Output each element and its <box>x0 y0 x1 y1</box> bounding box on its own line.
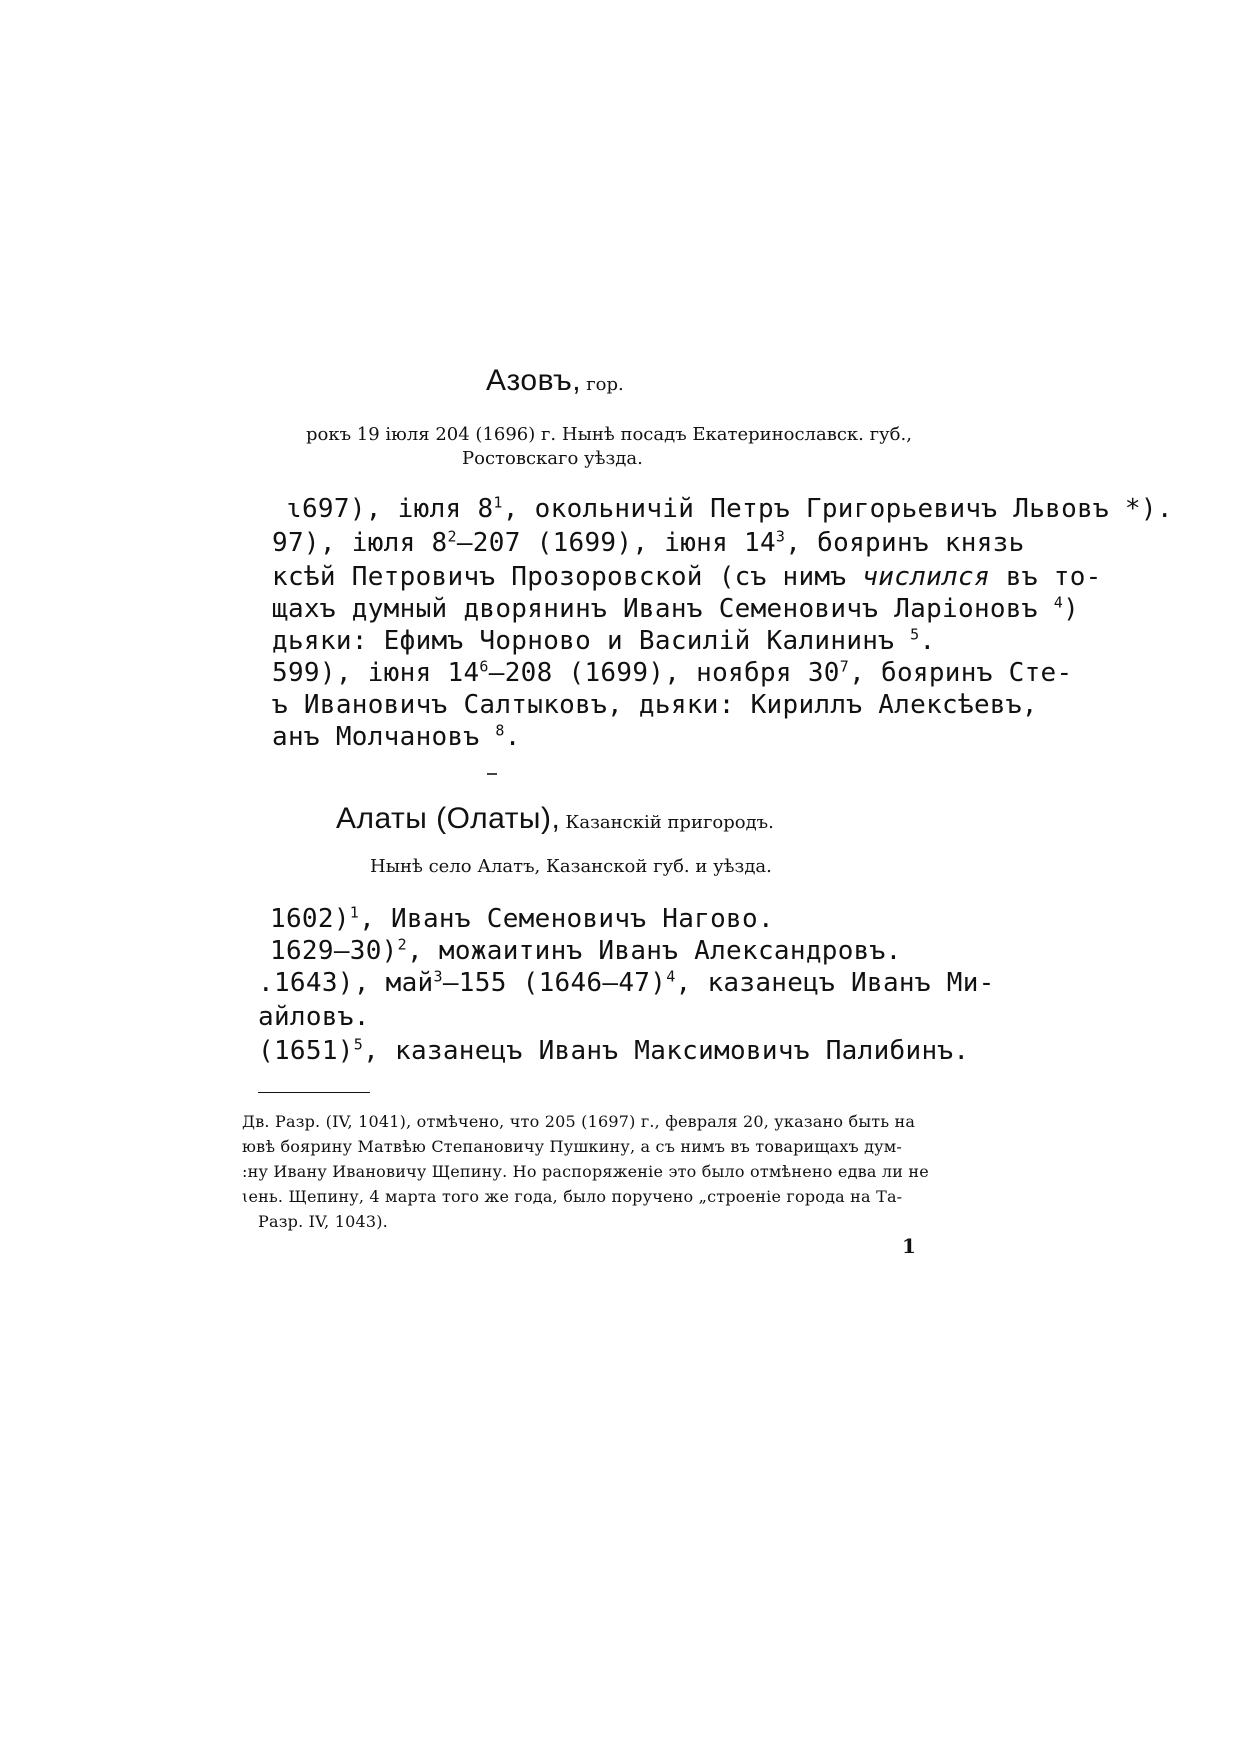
entry-text: анъ Молчановъ <box>272 722 496 752</box>
azov-entry-1 <box>286 494 1173 524</box>
section-title-azov <box>486 364 624 398</box>
footnote-ref: 2 <box>397 935 407 954</box>
azov-entry-4 <box>272 594 1079 624</box>
entry-text: 1602) <box>270 904 350 934</box>
entry-text: ъ Ивановичъ Салтыковъ, дьяки: Кириллъ Алексѣевъ, <box>272 690 1038 720</box>
alaty-entry-5 <box>258 1036 969 1066</box>
section-separator <box>487 773 497 775</box>
footnote-ref: 6 <box>479 657 489 676</box>
footnote-line: ювѣ боярину Матвѣю Степановичу Пушкину, а съ нимъ въ товарищахъ дум- <box>242 1137 903 1156</box>
azov-title: Азовъ, <box>486 364 582 397</box>
alaty-entry-2 <box>270 936 902 966</box>
alaty-note: Нынѣ село Алатъ, Казанской губ. и уѣзда. <box>370 856 772 877</box>
azov-note-line-1: рокъ 19 іюля 204 (1696) г. Нынѣ посадъ Екатеринославск. губ., <box>306 424 912 445</box>
azov-entry-3 <box>272 562 1102 592</box>
azov-entry-7 <box>272 690 1038 720</box>
azov-title-suffix: гор. <box>586 374 624 395</box>
entry-text: —208 (1699), ноября 30 <box>488 658 840 688</box>
entry-text: , можаитинъ Иванъ Александровъ. <box>406 936 902 966</box>
section-title-alaty <box>336 802 774 836</box>
footnote-ref: 3 <box>775 527 786 546</box>
entry-text: 97), іюля 8 <box>272 528 448 558</box>
entry-text: , бояринъ князь <box>785 528 1025 558</box>
entry-text: ɩ697), іюля 8 <box>286 494 494 524</box>
footnote-ref: 2 <box>447 527 457 546</box>
alaty-entry-1 <box>270 904 774 934</box>
entry-text: 1629—30) <box>270 936 398 966</box>
footnote-ref: 3 <box>433 967 443 986</box>
entry-text: . <box>504 722 521 752</box>
entry-text: . <box>919 626 936 656</box>
alaty-title-suffix: Казанскій пригородъ. <box>565 812 774 833</box>
entry-text: , казанецъ Иванъ Максимовичъ Палибинъ. <box>363 1036 970 1066</box>
entry-text: (1651) <box>258 1036 354 1066</box>
entry-text: въ то- <box>989 562 1102 592</box>
entry-text: —155 (1646—47) <box>442 968 667 998</box>
alaty-title: Алаты (Олаты), <box>336 802 561 835</box>
footnote-ref: 7 <box>839 657 850 676</box>
entry-text: щахъ думный дворянинъ Иванъ Семеновичъ Ларіоновъ <box>272 594 1054 624</box>
footnote-ref: 4 <box>1053 593 1064 612</box>
footnote-line: :ну Ивану Ивановичу Щепину. Но распоряженіе это было отмѣнено едва ли не <box>242 1162 929 1181</box>
alaty-entry-3 <box>258 968 995 998</box>
entry-text: айловъ. <box>258 1002 370 1032</box>
entry-text: , казанецъ Иванъ Ми- <box>675 968 995 998</box>
entry-text: , бояринъ Сте- <box>849 658 1073 688</box>
azov-entry-8 <box>272 722 521 752</box>
footnote-line: ɩень. Щепину, 4 марта того же года, было поручено „строеніе города на Та- <box>242 1187 903 1206</box>
footnote-ref: 5 <box>910 625 920 644</box>
entry-text: ) <box>1063 594 1080 624</box>
azov-note-line-2: Ростовскаго уѣзда. <box>462 448 643 469</box>
footnote-ref: 4 <box>666 967 676 986</box>
azov-entry-5 <box>272 626 935 656</box>
entry-text: 599), іюня 14 <box>272 658 480 688</box>
azov-entry-6 <box>272 658 1072 688</box>
entry-italic-text: числился <box>862 562 990 592</box>
entry-text: .1643), май <box>258 968 434 998</box>
footnote-ref: 1 <box>349 903 360 922</box>
page-number: 1 <box>902 1234 916 1258</box>
entry-text: ксѣй Петровичъ Прозоровской (съ нимъ <box>272 562 863 592</box>
entry-text: —207 (1699), іюня 14 <box>456 528 776 558</box>
entry-text: , окольничій Петръ Григорьевичъ Львовъ *). <box>502 494 1173 524</box>
azov-entry-2 <box>272 528 1025 558</box>
footnote-line: Дв. Разр. (IV, 1041), отмѣчено, что 205 (1697) г., февраля 20, указано быть на <box>242 1112 916 1131</box>
footnote-ref: 1 <box>493 493 503 512</box>
footnote-ref: 5 <box>353 1035 364 1054</box>
entry-text: дьяки: Ефимъ Чорново и Василій Калининъ <box>272 626 911 656</box>
footnote-line: Разр. IV, 1043). <box>258 1212 388 1231</box>
footnote-ref: 8 <box>495 721 505 740</box>
alaty-entry-4 <box>258 1002 370 1032</box>
entry-text: , Иванъ Семеновичъ Нагово. <box>359 904 774 934</box>
footnote-rule <box>258 1092 370 1093</box>
